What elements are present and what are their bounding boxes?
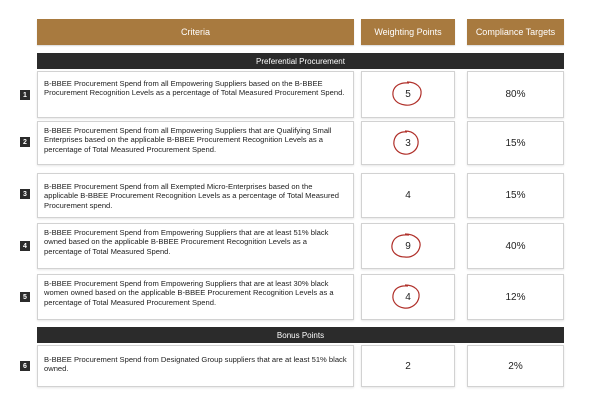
target-cell-3: 15%	[467, 173, 564, 218]
row-index-4: 4	[20, 241, 30, 251]
row-index-2: 2	[20, 137, 30, 147]
section-bonus-points: Bonus Points	[37, 327, 564, 343]
weighting-points-column-header: Weighting Points	[361, 19, 455, 45]
target-cell-4: 40%	[467, 223, 564, 269]
row-index-6: 6	[20, 361, 30, 371]
criteria-cell-2: B-BBEE Procurement Spend from all Empowering Suppliers that are Qualifying Small Enterprises based on the applicable B-BBEE Procurement Recognition Levels as a percentage of Total Measured Procurement Spend.	[37, 121, 354, 165]
row-index-5: 5	[20, 292, 30, 302]
criteria-column-header: Criteria	[37, 19, 354, 45]
points-cell-4: 9	[361, 223, 455, 269]
points-cell-2: 3	[361, 121, 455, 165]
criteria-cell-1: B-BBEE Procurement Spend from all Empowering Suppliers based on the B-BBEE Procurement Recognition Levels as a percentage of Total Measured Procurement Spend.	[37, 71, 354, 118]
target-cell-5: 12%	[467, 274, 564, 320]
criteria-cell-5: B-BBEE Procurement Spend from Empowering Suppliers that are at least 30% black women owned based on the applicable B-BBEE Procurement Recognition Levels as a percentage of Total Measured Procurement Spend.	[37, 274, 354, 320]
criteria-cell-3: B-BBEE Procurement Spend from all Exempted Micro-Enterprises based on the applicable B-BBEE Procurement Recognition Levels as a percentage of Total Measured Procurement spend.	[37, 173, 354, 218]
section-preferential-procurement: Preferential Procurement	[37, 53, 564, 69]
criteria-cell-6: B-BBEE Procurement Spend from Designated Group suppliers that are at least 51% black owned.	[37, 345, 354, 387]
target-cell-2: 15%	[467, 121, 564, 165]
points-cell-5: 4	[361, 274, 455, 320]
points-cell-6: 2	[361, 345, 455, 387]
points-cell-3: 4	[361, 173, 455, 218]
row-index-3: 3	[20, 189, 30, 199]
row-index-1: 1	[20, 90, 30, 100]
target-cell-6: 2%	[467, 345, 564, 387]
criteria-cell-4: B-BBEE Procurement Spend from Empowering Suppliers that are at least 51% black owned based on the applicable B-BBEE Procurement Recognition Levels as a percentage of Total Measured Spend.	[37, 223, 354, 269]
compliance-targets-column-header: Compliance Targets	[467, 19, 564, 45]
target-cell-1: 80%	[467, 71, 564, 118]
points-cell-1: 5	[361, 71, 455, 118]
